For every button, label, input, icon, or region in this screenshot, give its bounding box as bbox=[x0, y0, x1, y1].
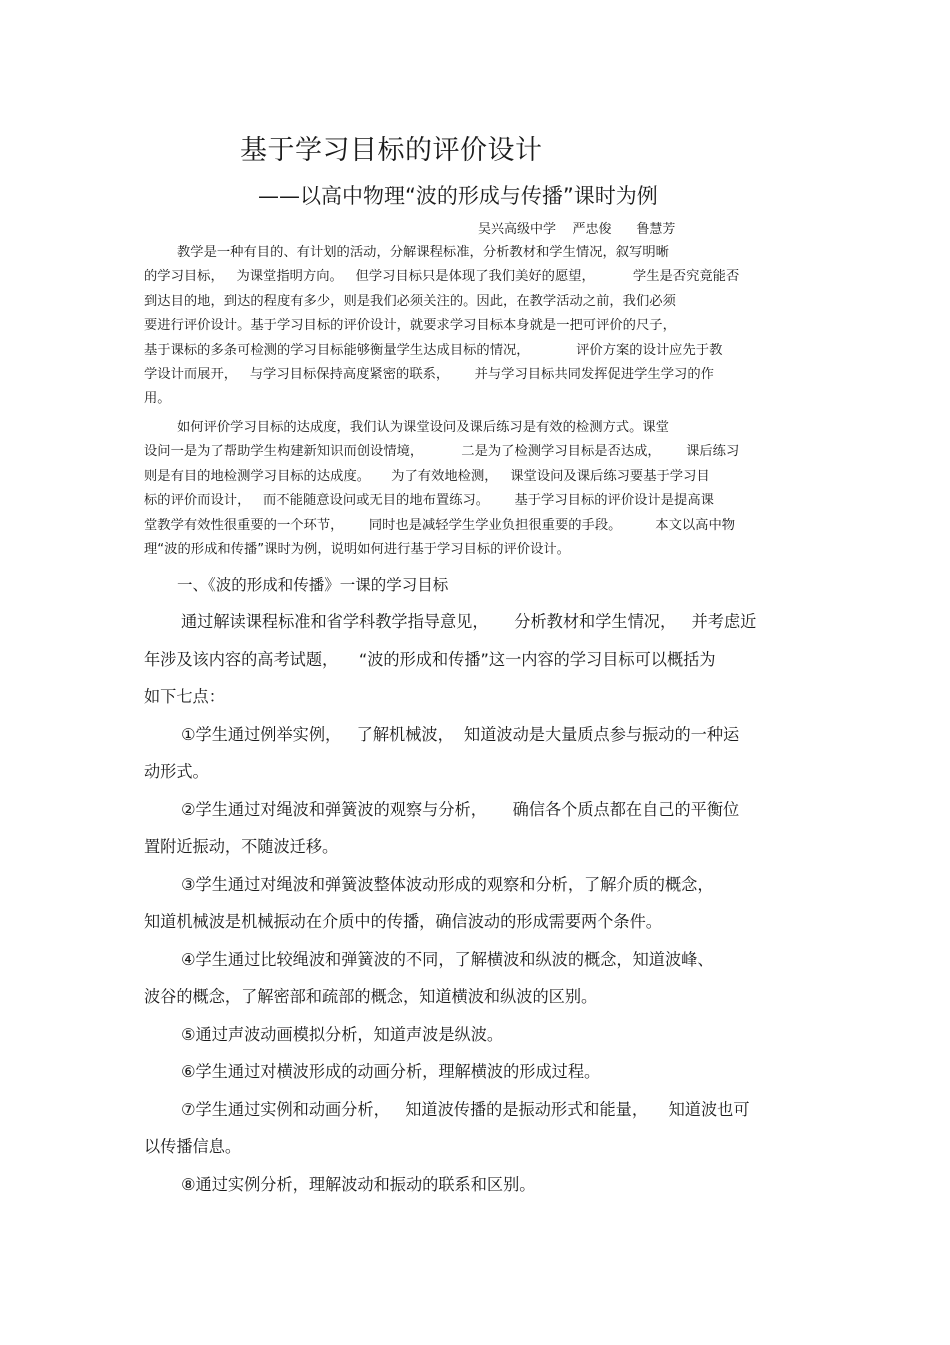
section-line: 年涉及该内容的高考试题， “波的形成和传播”这一内容的学习目标可以概括为 bbox=[144, 649, 716, 669]
intro-paragraph-2 bbox=[144, 416, 809, 562]
section-line: ④学生通过比较绳波和弹簧波的不同，了解横波和纵波的概念，知道波峰、 bbox=[181, 949, 714, 969]
author-line: 吴兴高级中学 严忠俊 鲁慧芳 bbox=[478, 222, 676, 237]
paragraph-line: 则是有目的地检测学习目标的达成度。 为了有效地检测， 课堂设问及课后练习要基于学习目 bbox=[144, 468, 710, 484]
section-line: ⑥学生通过对横波形成的动画分析，理解横波的形成过程。 bbox=[181, 1062, 601, 1081]
section-line: ⑤通过声波动画模拟分析，知道声波是纵波。 bbox=[181, 1024, 504, 1044]
section-line: ③学生通过对绳波和弹簧波整体波动形成的观察和分析，了解介质的概念， bbox=[181, 874, 714, 894]
section-line: ⑧通过实例分析，理解波动和振动的联系和区别。 bbox=[181, 1174, 536, 1194]
section-line: ①学生通过例举实例， 了解机械波， 知道波动是大量质点参与振动的一种运 bbox=[181, 724, 740, 744]
section-line: 如下七点： bbox=[144, 687, 225, 706]
page-title: 基于学习目标的评价设计 bbox=[240, 135, 543, 166]
section-line: 波谷的概念，了解密部和疏部的概念，知道横波和纵波的区别。 bbox=[144, 987, 598, 1006]
section-line: 以传播信息。 bbox=[144, 1137, 242, 1156]
section-line: 置附近振动，不随波迁移。 bbox=[144, 837, 339, 856]
section-line: 通过解读课程标准和省学科教学指导意见， 分析教材和学生情况， 并考虑近 bbox=[181, 612, 757, 631]
section-line: ⑦学生通过实例和动画分析， 知道波传播的是振动形式和能量， 知道波也可 bbox=[181, 1099, 750, 1119]
paragraph-line: 的学习目标， 为课堂指明方向。 但学习目标只是体现了我们美好的愿望， 学生是否究竟能否 bbox=[144, 269, 740, 285]
paragraph-line: 堂教学有效性很重要的一个环节， 同时也是减轻学生学业负担很重要的手段。 本文以高中物 bbox=[144, 517, 736, 533]
section-line: 知道机械波是机械振动在介质中的传播，确信波动的形成需要两个条件。 bbox=[144, 912, 662, 931]
section-line: ②学生通过对绳波和弹簧波的观察与分析， 确信各个质点都在自己的平衡位 bbox=[181, 799, 740, 819]
intro-paragraph-1 bbox=[144, 241, 809, 412]
section-heading: 一、《波的形成和传播》一课的学习目标 bbox=[177, 576, 449, 594]
paragraph-line: 基于课标的多条可检测的学习目标能够衡量学生达成目标的情况， 评价方案的设计应先于教 bbox=[144, 342, 723, 358]
section-body bbox=[144, 603, 809, 1203]
section-line: 动形式。 bbox=[144, 762, 209, 781]
paragraph-line: 如何评价学习目标的达成度，我们认为课堂设问及课后练习是有效的检测方式。课堂 bbox=[177, 420, 669, 435]
paragraph-line: 理“波的形成和传播”课时为例，说明如何进行基于学习目标的评价设计。 bbox=[144, 541, 570, 557]
page-subtitle: ——以高中物理“波的形成与传播”课时为例 bbox=[258, 184, 658, 208]
paragraph-line: 设问一是为了帮助学生构建新知识而创设情境， 二是为了检测学习目标是否达成， 课后练习 bbox=[144, 444, 740, 460]
paragraph-line: 要进行评价设计。基于学习目标的评价设计，就要求学习目标本身就是一把可评价的尺子， bbox=[144, 318, 676, 334]
paragraph-line: 教学是一种有目的、有计划的活动，分解课程标准，分析教材和学生情况，叙写明晰 bbox=[177, 245, 669, 260]
paragraph-line: 到达目的地，到达的程度有多少，则是我们必须关注的。因此，在教学活动之前，我们必须 bbox=[144, 293, 676, 309]
paragraph-line: 用。 bbox=[144, 391, 171, 407]
paragraph-line: 学设计而展开， 与学习目标保持高度紧密的联系， 并与学习目标共同发挥促进学生学习的作 bbox=[144, 366, 714, 382]
paragraph-line: 标的评价而设计， 而不能随意设问或无目的地布置练习。 基于学习目标的评价设计是提高课 bbox=[144, 493, 714, 509]
